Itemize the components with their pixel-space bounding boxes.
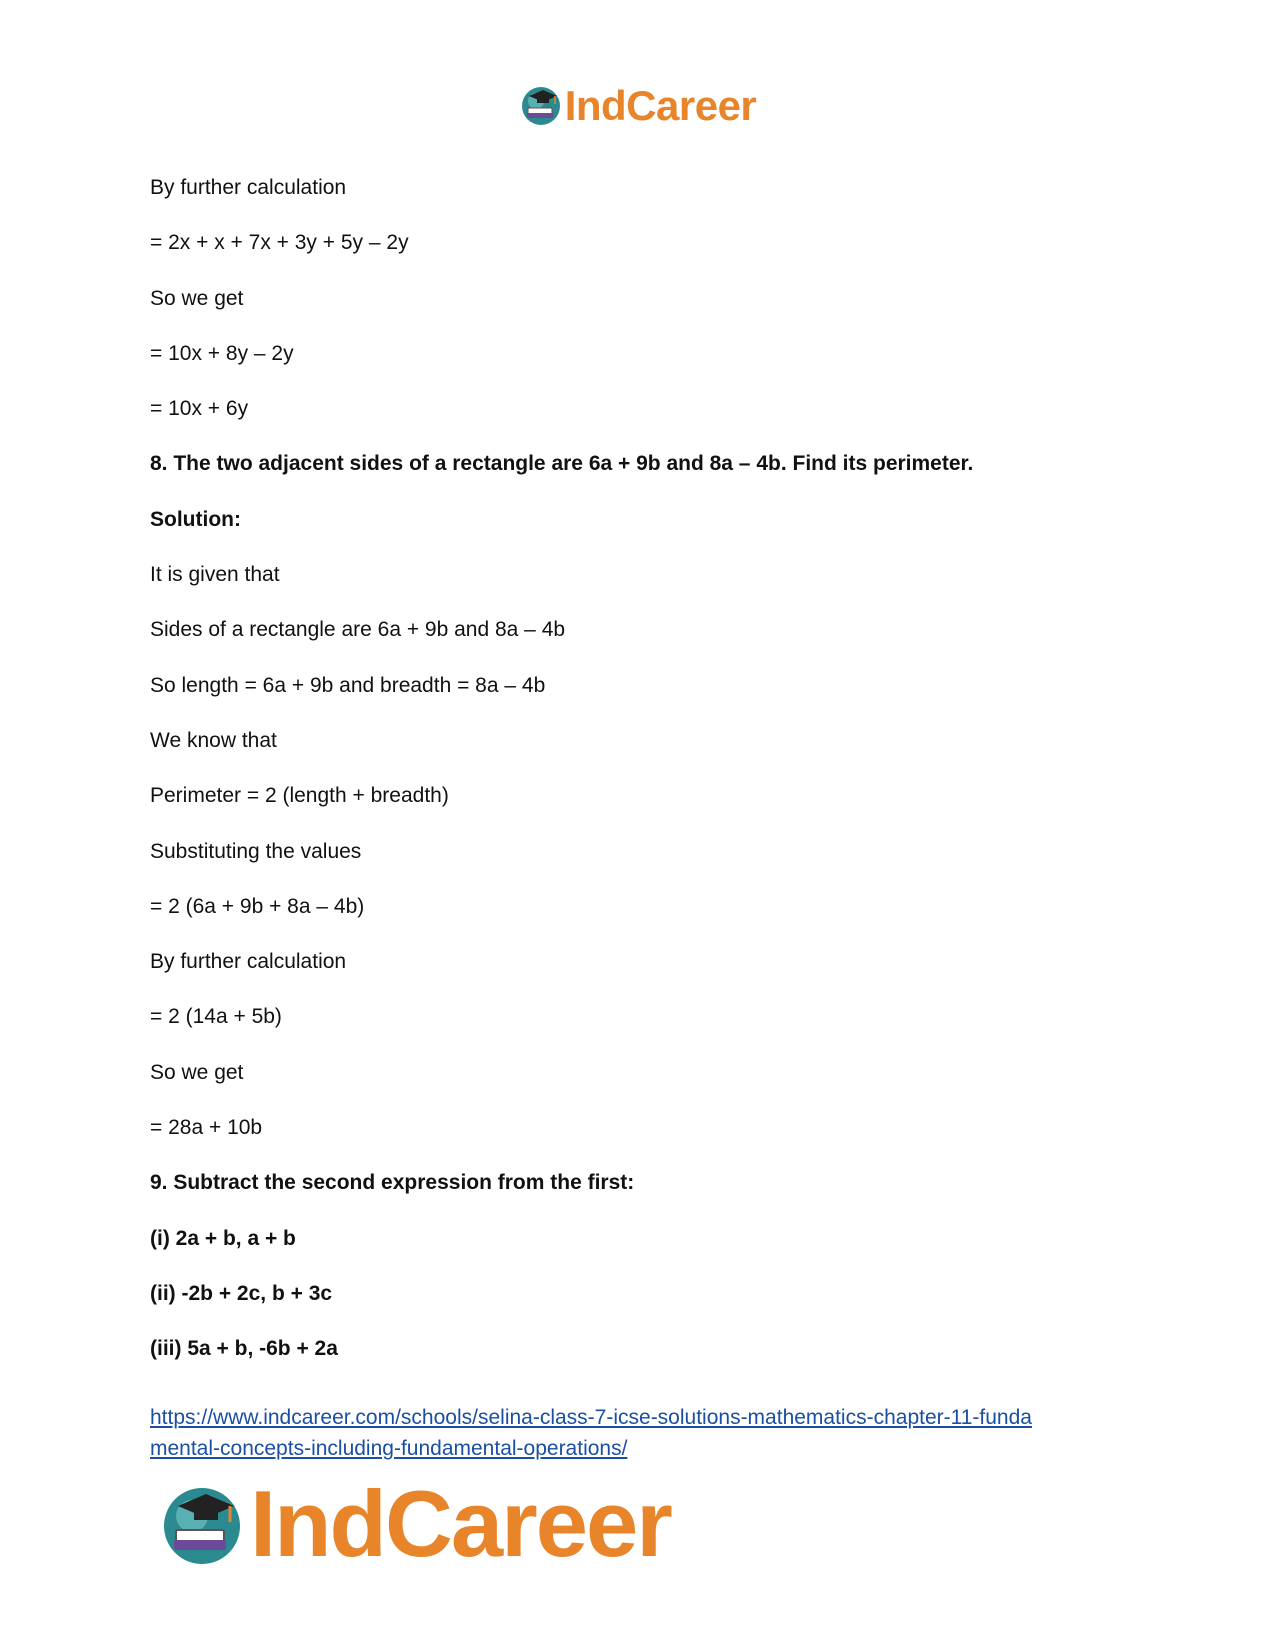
text-line: By further calculation [150, 950, 347, 974]
document-body [150, 174, 1150, 1391]
text-line: So we get [150, 1060, 244, 1084]
source-link-line: https://www.indcareer.com/schools/selina-class-7-icse-solutions-mathematics-chapter-11-funda [150, 1406, 1032, 1429]
text-line: Perimeter = 2 (length + breadth) [150, 784, 449, 808]
text-line: = 2x + x + 7x + 3y + 5y – 2y [150, 231, 409, 255]
source-link[interactable] [150, 1402, 1150, 1464]
text-line: = 10x + 8y – 2y [150, 341, 294, 365]
question-part: (i) 2a + b, a + b [150, 1226, 296, 1250]
text-line: Sides of a rectangle are 6a + 9b and 8a – 4b [150, 618, 566, 642]
logo-text: IndCareer [250, 1471, 671, 1576]
text-line: = 28a + 10b [150, 1116, 263, 1140]
graduation-book-globe-icon [519, 82, 563, 131]
text-line: = 2 (6a + 9b + 8a – 4b) [150, 894, 365, 918]
question-part: (iii) 5a + b, -6b + 2a [150, 1337, 338, 1361]
footer-logo [158, 1470, 671, 1578]
solution-label: Solution: [150, 507, 241, 531]
text-line: It is given that [150, 563, 280, 587]
graduation-book-globe-icon [158, 1478, 246, 1571]
question-heading: 9. Subtract the second expression from the first: [150, 1171, 635, 1195]
text-line: So we get [150, 286, 244, 310]
question-heading: 8. The two adjacent sides of a rectangle are 6a + 9b and 8a – 4b. Find its perimeter. [150, 452, 974, 476]
text-line: Substituting the values [150, 839, 362, 863]
question-part: (ii) -2b + 2c, b + 3c [150, 1281, 333, 1305]
brand-logo [519, 82, 757, 131]
text-line: We know that [150, 728, 277, 752]
text-line: So length = 6a + 9b and breadth = 8a – 4b [150, 673, 546, 697]
header-logo [0, 78, 1275, 134]
source-link-line: mental-concepts-including-fundamental-operations/ [150, 1437, 628, 1460]
logo-text: IndCareer [564, 82, 757, 129]
text-line: By further calculation [150, 176, 347, 199]
text-line: = 2 (14a + 5b) [150, 1005, 282, 1029]
text-line: = 10x + 6y [150, 397, 249, 421]
